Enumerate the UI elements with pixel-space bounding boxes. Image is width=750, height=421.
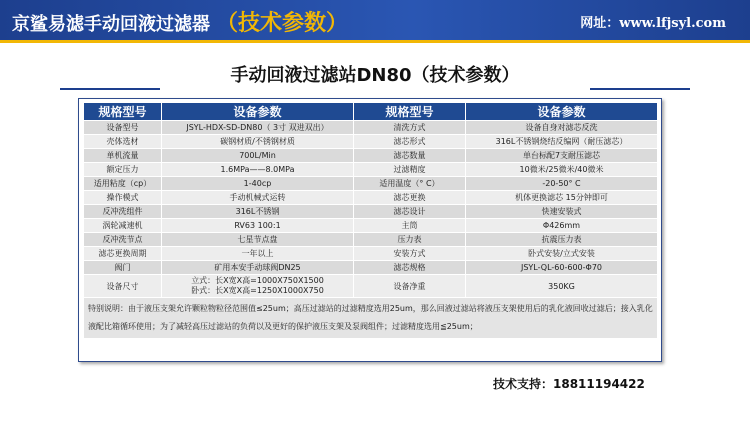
cell: 过滤精度: [354, 163, 466, 177]
page-title: 手动回液过滤站DN80（技术参数）: [230, 65, 520, 86]
table-row: [84, 233, 658, 247]
cell: 1-40cp: [162, 177, 354, 191]
cell: 压力表: [354, 233, 466, 247]
cell: 适用粘度（cp）: [84, 177, 162, 191]
size-row: [84, 275, 658, 298]
cell: 滤芯规格: [354, 261, 466, 275]
cell: Φ426mm: [466, 219, 658, 233]
table-row: [84, 191, 658, 205]
cell: 卧式安装/立式安装: [466, 247, 658, 261]
cell: 碳钢材质/不锈钢材质: [162, 135, 354, 149]
header-banner: [0, 0, 750, 40]
cell: 设备尺寸: [84, 275, 162, 298]
cell: 滤芯数量: [354, 149, 466, 163]
cell: JSYL-QL-60-600-Φ70: [466, 261, 658, 275]
header-title-accent: （技术参数）: [216, 11, 349, 36]
table-row: [84, 261, 658, 275]
cell: RV63 100:1: [162, 219, 354, 233]
cell: 滤芯更换周期: [84, 247, 162, 261]
cell: 700L/Min: [162, 149, 354, 163]
spec-table: [83, 102, 658, 339]
cell: 安装方式: [354, 247, 466, 261]
table-row: [84, 205, 658, 219]
cell: 316L不锈钢烧结反编网（耐压滤芯）: [466, 135, 658, 149]
cell: 清洗方式: [354, 121, 466, 135]
header-cell: 设备参数: [466, 103, 658, 121]
cell: 机体更换滤芯 15分钟即可: [466, 191, 658, 205]
cell: 设备型号: [84, 121, 162, 135]
cell: 快速安装式: [466, 205, 658, 219]
cell: 额定压力: [84, 163, 162, 177]
cell: 手动机械式运转: [162, 191, 354, 205]
spec-card: [78, 98, 662, 362]
tech-support-phone: 技术支持：18811194422: [493, 377, 645, 391]
cell: 主筒: [354, 219, 466, 233]
cell: 单台标配7支耐压滤芯: [466, 149, 658, 163]
table-row: [84, 149, 658, 163]
dimension-horizontal: 卧式：长X宽X高=1250X1000X750: [191, 286, 324, 295]
cell: 316L不锈钢: [162, 205, 354, 219]
header-cell: 规格型号: [354, 103, 466, 121]
header-cell: 规格型号: [84, 103, 162, 121]
special-note: 特别说明：由于液压支架允许颗粒物粒径范围值≤25um；高压过滤站的过滤精度选用25um，那么回液过滤站将液压支架使用后的乳化液回收过滤后；接入乳化液配比箱循环使用；为了减轻高压过滤站的负荷以及更好的保护液压支架及泵阀组件；过滤精度选用≦25um；: [84, 298, 658, 339]
header-title-main: 京鲨易滤手动回液过滤器: [12, 14, 210, 35]
table-row: [84, 177, 658, 191]
title-underline-right: [590, 88, 690, 90]
cell: 滤芯更换: [354, 191, 466, 205]
table-row: [84, 135, 658, 149]
dimension-cell: [162, 275, 354, 298]
cell: 反冲洗组件: [84, 205, 162, 219]
cell: 适用温度（° C）: [354, 177, 466, 191]
cell: 滤芯形式: [354, 135, 466, 149]
table-row: [84, 247, 658, 261]
cell: 抗震压力表: [466, 233, 658, 247]
dimension-vertical: 立式：长X宽X高=1000X750X1500: [191, 276, 324, 285]
cell: 壳体选材: [84, 135, 162, 149]
header-title: [12, 6, 348, 37]
table-row: [84, 219, 658, 233]
cell: 一年以上: [162, 247, 354, 261]
header-cell: 设备参数: [162, 103, 354, 121]
cell: 矿用本安手动球阀DN25: [162, 261, 354, 275]
cell: -20-50° C: [466, 177, 658, 191]
cell: JSYL-HDX-SD-DN80（ 3寸 双进双出）: [162, 121, 354, 135]
table-header-row: [84, 103, 658, 121]
header-divider: [0, 40, 750, 43]
cell: 滤芯设计: [354, 205, 466, 219]
cell: 设备自身对滤芯反洗: [466, 121, 658, 135]
cell: 阀门: [84, 261, 162, 275]
note-row: [84, 298, 658, 339]
cell: 设备净重: [354, 275, 466, 298]
cell: 1.6MPa——8.0MPa: [162, 163, 354, 177]
cell: 操作模式: [84, 191, 162, 205]
cell: 10微米/25微米/40微米: [466, 163, 658, 177]
website-url[interactable]: 网址：www.lfjsyl.com: [580, 16, 726, 31]
title-underline-left: [60, 88, 160, 90]
table-row: [84, 163, 658, 177]
table-row: [84, 121, 658, 135]
cell: 七星节点盘: [162, 233, 354, 247]
cell: 单机流量: [84, 149, 162, 163]
cell: 350KG: [466, 275, 658, 298]
cell: 涡轮减速机: [84, 219, 162, 233]
cell: 反冲洗节点: [84, 233, 162, 247]
